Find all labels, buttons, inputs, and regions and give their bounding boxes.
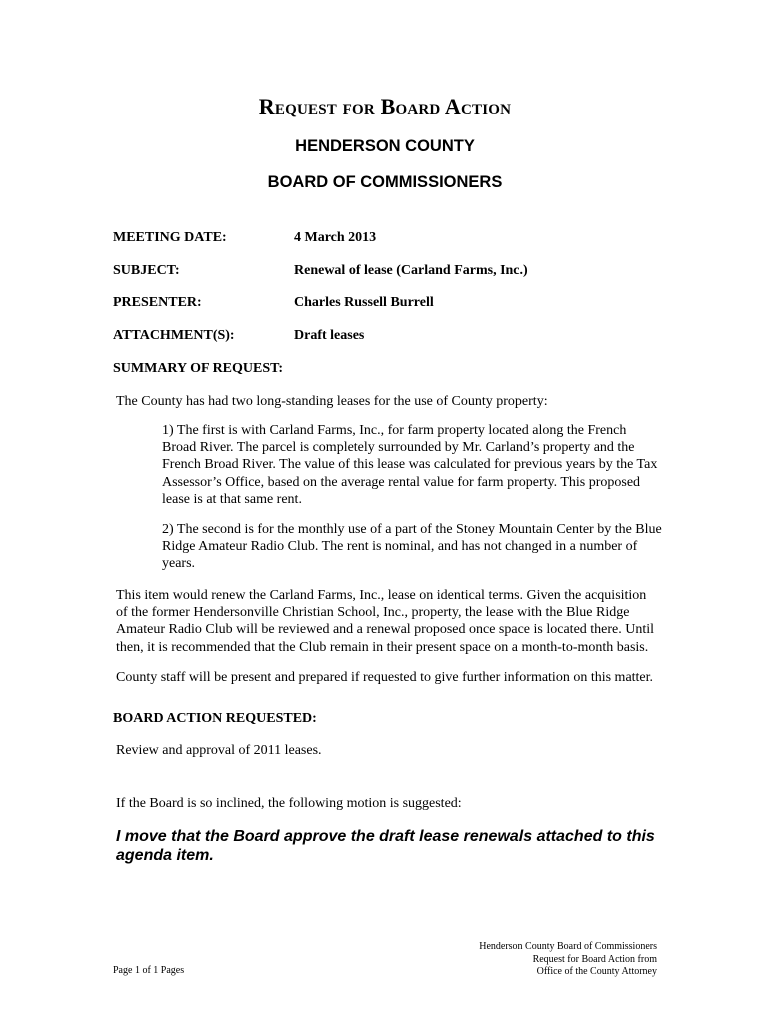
lease-item-1: 1) The first is with Carland Farms, Inc., for farm property located along the French Broad River. The parcel is completely surrounded by Mr. Carland’s property and the French Broad River. The value of this lease was calculated for previous years by the Tax Assessor’s Office, based on the average rental value for farm property. This proposed lease is at that same rent. [162,423,658,507]
summary-heading: SUMMARY OF REQUEST: [113,361,284,376]
suggested-motion: I move that the Board approve the draft lease renewals attached to this agenda item. [116,828,655,864]
meeting-date-label: MEETING DATE: [113,230,227,245]
summary-intro: The County has had two long-standing leases for the use of County property: [116,394,548,409]
footer-line-3: Office of the County Attorney [536,966,657,977]
motion-intro: If the Board is so inclined, the following motion is suggested: [116,796,462,811]
lease-item-2: 2) The second is for the monthly use of a part of the Stoney Mountain Center by the Blue Ridge Amateur Radio Club. The rent is nominal, and has not changed in a number of years. [162,522,662,572]
footer-line-2: Request for Board Action from [532,953,657,965]
footer-line-1: Henderson County Board of Commissioners [479,941,657,952]
attachments-value: Draft leases [294,328,365,343]
subject-value: Renewal of lease (Carland Farms, Inc.) [294,263,528,278]
presenter-label: PRESENTER: [113,295,202,310]
attachments-label: ATTACHMENT(S): [113,328,235,343]
board-action-text: Review and approval of 2011 leases. [116,743,322,758]
page-number: Page 1 of 1 Pages [113,965,185,976]
summary-paragraph-2: County staff will be present and prepared if requested to give further information on this matter. [116,670,654,685]
meeting-date-value: 4 March 2013 [294,230,377,245]
document-title: Request for Board Action [258,94,512,119]
county-name: HENDERSON COUNTY [295,137,475,155]
footer-office-block [479,941,657,979]
board-action-heading: BOARD ACTION REQUESTED: [113,711,317,726]
subject-label: SUBJECT: [113,263,180,278]
board-name: BOARD OF COMMISSIONERS [267,173,503,191]
presenter-value: Charles Russell Burrell [294,295,434,310]
summary-paragraph-1: This item would renew the Carland Farms, Inc., lease on identical terms. Given the acquisition of the former Hendersonville Christian School, Inc., property, the lease with the Blue Ridge Amateur Radio Club will be reviewed and a renewal proposed once space is located there. Until then, it is recommended that the Club remain in their present space on a month-to-month basis. [116,588,655,655]
